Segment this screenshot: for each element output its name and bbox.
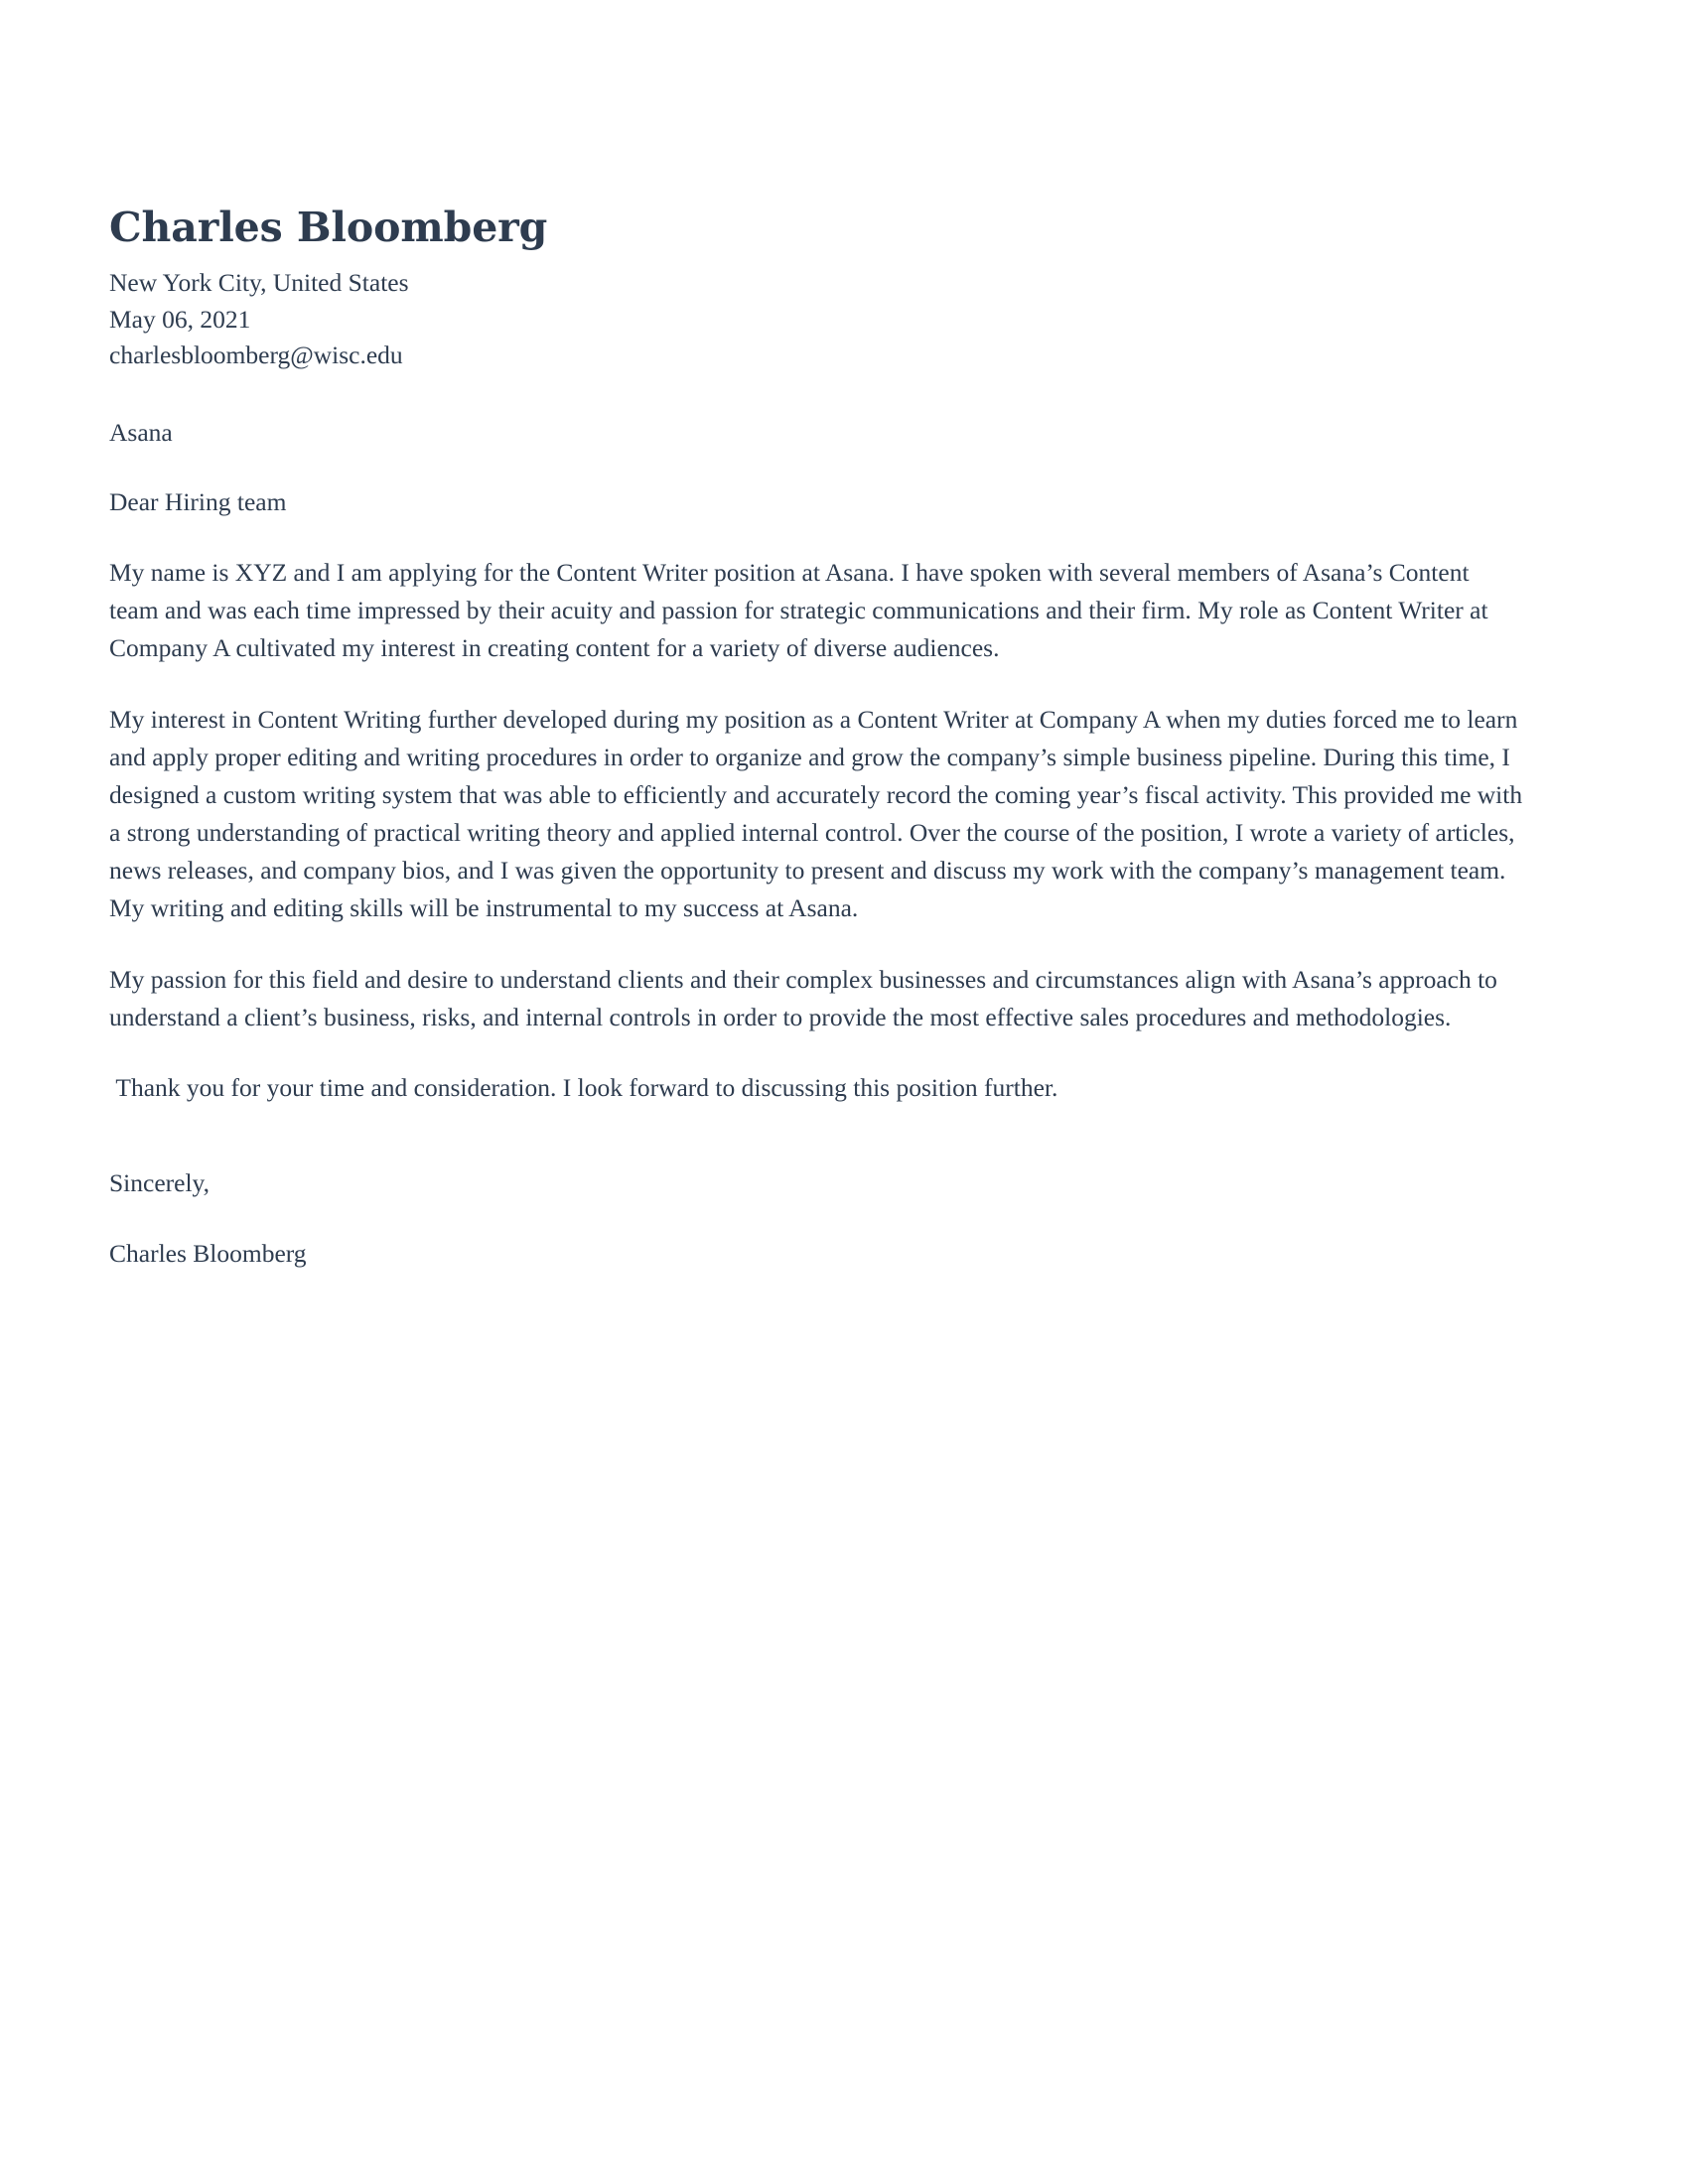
letter-date: May 06, 2021 [109,304,251,334]
spacer [109,927,1524,961]
valediction: Sincerely, [109,1168,211,1198]
spacer [109,373,1524,415]
page-title: Charles Bloomberg [109,204,548,251]
spacer [109,1036,1524,1070]
applicant-email: charlesbloomberg@wisc.edu [109,340,403,369]
spacer [109,667,1524,701]
body-paragraph-1: My name is XYZ and I am applying for the Content Writer position at Asana. I have spoken with several members of Asana’s Content team and was each time impressed by their acuity and passion for strategic communications and their firm. My role as Content Writer at Company A cultivated my interest in creating content for a variety of diverse audiences. [109,558,1494,663]
letter-content [109,204,1529,1272]
spacer [109,451,1524,484]
contact-block [109,265,1524,373]
spacer [109,1106,1524,1165]
body-paragraph-2: My interest in Content Writing further developed during my position as a Content Writer at Company A when my duties forced me to learn and apply proper editing and writing procedures in order to organize and grow the company’s simple business pipeline. During this time, I designed a custom writing system that was able to efficiently and accurately record the coming year’s fiscal activity. This provided me with a strong understanding of practical writing theory and applied internal control. Over the course of the position, I wrote a variety of articles, news releases, and company bios, and I was given the opportunity to present and discuss my work with the company’s management team. My writing and editing skills will be instrumental to my success at Asana. [109,705,1529,923]
recipient-company: Asana [109,417,173,447]
spacer [109,1202,1524,1236]
body-paragraph-3: My passion for this field and desire to understand clients and their complex businesses and circumstances align with Asana’s approach to understand a client’s business, risks, and internal controls in order to provide the most effective sales procedures and methodologies. [109,965,1504,1032]
applicant-location: New York City, United States [109,268,409,298]
signature-name: Charles Bloomberg [109,1238,307,1268]
body-paragraph-4: Thank you for your time and consideration. I look forward to discussing this position further. [109,1073,1058,1103]
spacer [109,520,1524,554]
salutation: Dear Hiring team [109,487,287,517]
